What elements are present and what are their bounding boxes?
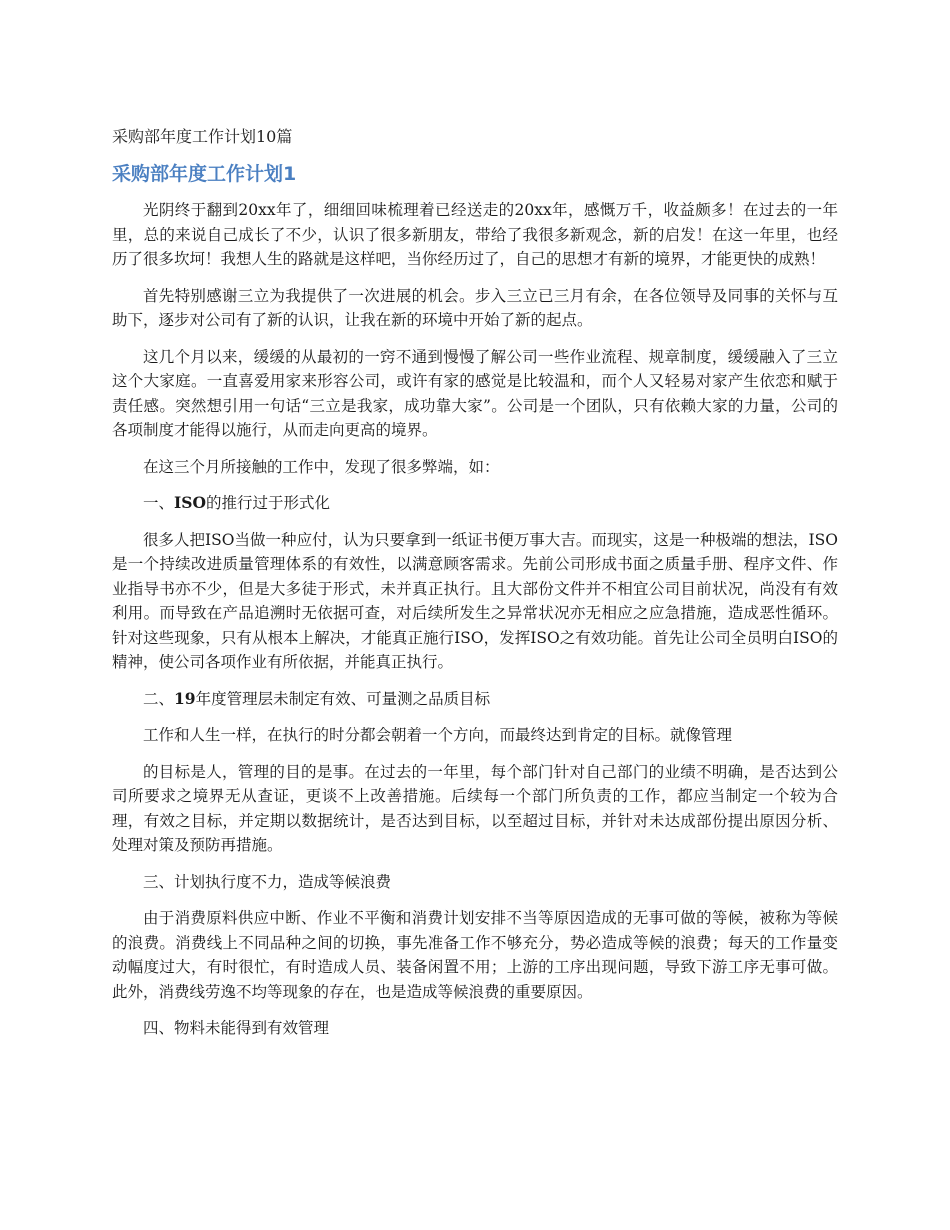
- section-heading: 采购部年度工作计划1: [112, 163, 297, 185]
- item-prefix: 一、: [143, 494, 175, 512]
- paragraph-item-1: 很多人把ISO当做一种应付，认为只要拿到一纸证书便万事大吉。而现实，这是一种极端的想法，ISO是一个持续改进质量管理体系的有效性，以满意顾客需求。先前公司形成书面之质量手册、程序文件、作业指导书亦不少，但是大多徒于形式，未并真正执行。且大部份文件并不相宜公司目前状况，尚没有有效利用。而导致在产品追溯时无依据可查，对后续所发生之异常状况亦无相应之应急措施，造成恶性循环。针对这些现象，只有从根本上解决，才能真正施行ISO，发挥ISO之有效功能。首先让公司全员明白ISO的精神，使公司各项作业有所依据，并能真正执行。: [112, 530, 838, 671]
- item-prefix: 二、: [143, 689, 175, 708]
- list-item-2-heading: [112, 687, 838, 712]
- item-bold: ISO: [174, 493, 206, 512]
- list-item-3-heading: 三、计划执行度不力，造成等候浪费: [143, 872, 392, 891]
- paragraph-item-2a: 工作和人生一样，在执行的时分都会朝着一个方向，而最终达到肯定的目标。就像管理: [143, 726, 733, 744]
- paragraph-item-2b: 的目标是人，管理的目的是事。在过去的一年里，每个部门针对自己部门的业绩不明确，是否达到公司所要求之境界无从查证，更谈不上改善措施。后续每一个部门所负责的工作，都应当制定一个较为合理，有效之目标，并定期以数据统计，是否达到目标，以至超过目标，并针对未达成部份提出原因分析、处理对策及预防再措施。: [112, 762, 838, 854]
- paragraph-1: 光阴终于翻到20xx年了，细细回味梳理着已经送走的20xx年，感慨万千，收益颇多！在过去的一年里，总的来说自己成长了不少，认识了很多新朋友，带给了我很多新观念，新的启发！在这一年里，也经历了很多坎坷！我想人生的路就是这样吧，当你经历过了，自己的思想才有新的境界，才能更快的成熟！: [112, 201, 838, 268]
- item-bold: 19: [174, 688, 196, 708]
- document-title: 采购部年度工作计划10篇: [112, 127, 293, 146]
- paragraph-3: 这几个月以来，缓缓的从最初的一窍不通到慢慢了解公司一些作业流程、规章制度，缓缓融入了三立这个大家庭。一直喜爱用家来形容公司，或许有家的感觉是比较温和，而个人又轻易对家产生依恋和赋于责任感。突然想引用一句话“三立是我家，成功靠大家”。公司是一个团队，只有依赖大家的力量，公司的各项制度才能得以施行，从而走向更高的境界。: [112, 347, 838, 439]
- paragraph-item-3: 由于消费原料供应中断、作业不平衡和消费计划安排不当等原因造成的无事可做的等候，被称为等候的浪费。消费线上不同品种之间的切换，事先准备工作不够充分，势必造成等候的浪费；每天的工作量变动幅度过大，有时很忙，有时造成人员、装备闲置不用；上游的工序出现问题，导致下游工序无事可做。此外，消费线劳逸不均等现象的存在，也是造成等候浪费的重要原因。: [112, 909, 838, 1001]
- list-item-4-heading: 四、物料未能得到有效管理: [143, 1019, 330, 1037]
- document-page: [112, 124, 838, 1053]
- paragraph-4: 在这三个月所接触的工作中，发现了很多弊端，如：: [143, 457, 500, 476]
- item-rest: 的推行过于形式化: [205, 494, 330, 512]
- paragraph-2: 首先特别感谢三立为我提供了一次进展的机会。步入三立已三月有余，在各位领导及同事的关怀与互助下，逐步对公司有了新的认识，让我在新的环境中开始了新的起点。: [112, 286, 838, 329]
- list-item-1-heading: [112, 491, 838, 516]
- item-rest: 年度管理层未制定有效、可量测之品质目标: [195, 689, 491, 708]
